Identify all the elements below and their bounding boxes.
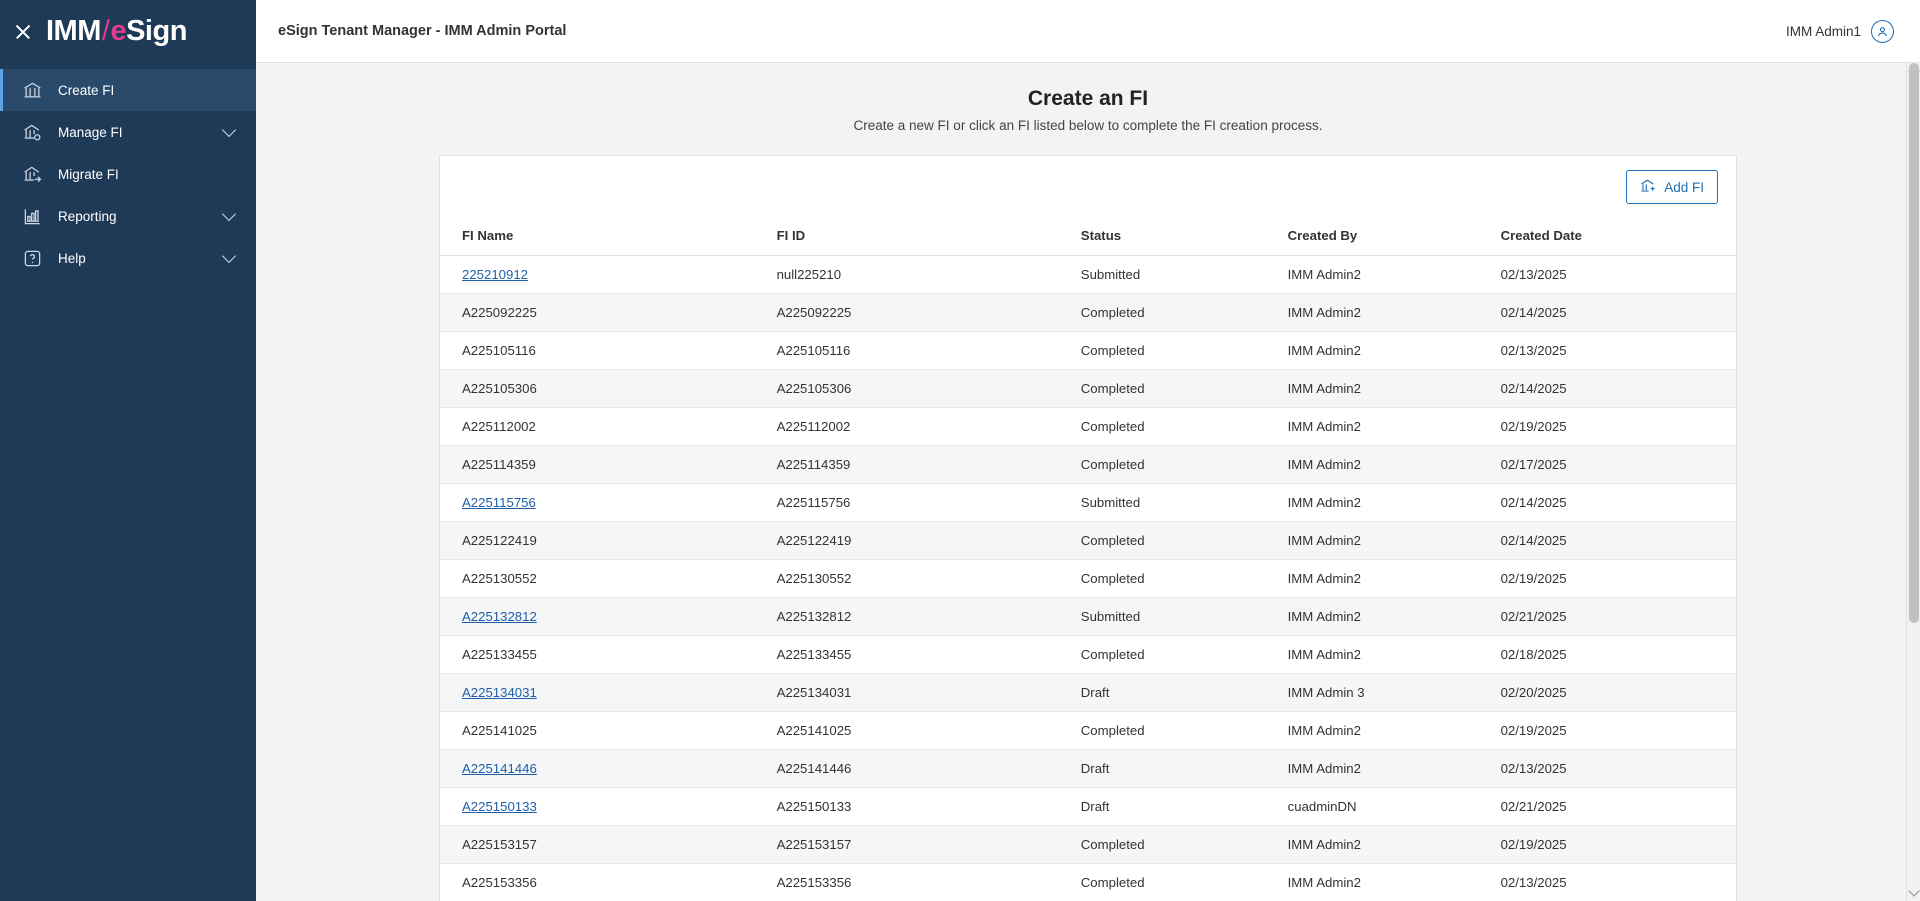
logo-imm-text: IMM [46,15,101,47]
table-row [440,826,1736,864]
column-header-status[interactable]: Status [1073,218,1280,256]
cell-fi-id: A225130552 [769,560,1073,598]
cell-created-by: IMM Admin2 [1280,750,1493,788]
cell-fi-id: A225141446 [769,750,1073,788]
cell-created-date: 02/13/2025 [1493,332,1736,370]
cell-fi-name: A225112002 [440,408,769,446]
imm-esign-logo [46,15,187,48]
cell-created-date: 02/18/2025 [1493,636,1736,674]
page-subtitle: Create a new FI or click an FI listed below to complete the FI creation process. [853,118,1323,133]
sidebar-item-help[interactable] [0,237,256,279]
cell-fi-name: A225114359 [440,446,769,484]
cell-created-date: 02/13/2025 [1493,750,1736,788]
bank-plus-icon [1640,178,1656,197]
scrollbar-thumb[interactable] [1909,63,1919,623]
table-row [440,446,1736,484]
cell-created-by: IMM Admin2 [1280,408,1493,446]
cell-fi-id: A225134031 [769,674,1073,712]
sidebar-item-label: Reporting [58,208,117,224]
cell-created-by: IMM Admin2 [1280,370,1493,408]
cell-fi-name: A225105116 [440,332,769,370]
cell-fi-id: A225122419 [769,522,1073,560]
sidebar-item-manage-fi[interactable] [0,111,256,153]
cell-created-date: 02/19/2025 [1493,826,1736,864]
cell-created-date: 02/19/2025 [1493,408,1736,446]
sidebar-item-label: Manage FI [58,124,123,140]
cell-status: Submitted [1073,598,1280,636]
cell-fi-name: A225122419 [440,522,769,560]
fi-list-card [439,155,1737,901]
cell-created-by: IMM Admin2 [1280,484,1493,522]
table-row [440,294,1736,332]
cell-fi-id: A225150133 [769,788,1073,826]
cell-created-by: IMM Admin2 [1280,522,1493,560]
cell-created-date: 02/14/2025 [1493,484,1736,522]
chevron-down-icon[interactable] [222,123,236,137]
cell-created-date: 02/13/2025 [1493,864,1736,901]
table-row [440,332,1736,370]
cell-status: Submitted [1073,256,1280,294]
column-header-fi-name[interactable]: FI Name [440,218,769,256]
user-name-label: IMM Admin1 [1785,23,1861,39]
cell-fi-name [440,256,769,294]
table-row [440,598,1736,636]
cell-created-date: 02/13/2025 [1493,256,1736,294]
cell-status: Completed [1073,522,1280,560]
vertical-scrollbar[interactable] [1906,63,1920,901]
cell-fi-id: null225210 [769,256,1073,294]
sidebar-item-label: Migrate FI [58,166,119,182]
sidebar-item-label: Create FI [58,82,115,98]
sidebar-item-migrate-fi[interactable] [0,153,256,195]
cell-fi-id: A225133455 [769,636,1073,674]
cell-created-by: IMM Admin2 [1280,864,1493,901]
cell-created-date: 02/14/2025 [1493,522,1736,560]
cell-status: Draft [1073,674,1280,712]
column-header-fi-id[interactable]: FI ID [769,218,1073,256]
table-row [440,370,1736,408]
cell-created-by: IMM Admin2 [1280,332,1493,370]
cell-fi-name: A225105306 [440,370,769,408]
cell-created-date: 02/19/2025 [1493,712,1736,750]
cell-created-date: 02/14/2025 [1493,370,1736,408]
column-header-created-date[interactable]: Created Date [1493,218,1736,256]
cell-fi-id: A225114359 [769,446,1073,484]
cell-fi-name: A225153157 [440,826,769,864]
cell-fi-id: A225105306 [769,370,1073,408]
sidebar-nav [0,69,256,279]
cell-status: Draft [1073,788,1280,826]
table-row [440,750,1736,788]
table-row [440,674,1736,712]
column-header-created-by[interactable]: Created By [1280,218,1493,256]
cell-fi-id: A225092225 [769,294,1073,332]
cell-status: Completed [1073,560,1280,598]
page-title: Create an FI [1027,87,1149,110]
help-circle-icon [22,248,42,268]
cell-fi-name [440,750,769,788]
cell-fi-name [440,598,769,636]
user-circle-icon[interactable] [1871,20,1894,43]
scroll-down-icon[interactable] [1908,885,1919,896]
cell-created-by: IMM Admin2 [1280,598,1493,636]
cell-created-by: IMM Admin2 [1280,712,1493,750]
cell-fi-name [440,788,769,826]
cell-created-by: IMM Admin 3 [1280,674,1493,712]
cell-status: Completed [1073,408,1280,446]
fi-name-link[interactable]: A225141446 [462,761,537,776]
sidebar-item-label: Help [58,250,86,266]
bar-chart-icon [22,206,42,226]
cell-created-by: IMM Admin2 [1280,256,1493,294]
bank-gear-icon [22,122,42,142]
cell-fi-id: A225153157 [769,826,1073,864]
cell-fi-id: A225153356 [769,864,1073,901]
cell-status: Completed [1073,636,1280,674]
logo-e-text: e [110,15,127,47]
chevron-down-icon[interactable] [222,249,236,263]
cell-status: Completed [1073,712,1280,750]
logo-sign-text: Sign [126,15,187,47]
fi-name-link[interactable]: A225150133 [462,799,537,814]
sidebar-item-reporting[interactable] [0,195,256,237]
cell-fi-id: A225141025 [769,712,1073,750]
cell-created-by: cuadminDN [1280,788,1493,826]
table-row [440,560,1736,598]
chevron-down-icon[interactable] [222,207,236,221]
fi-name-link[interactable]: A225115756 [462,495,536,510]
cell-status: Completed [1073,370,1280,408]
cell-created-by: IMM Admin2 [1280,560,1493,598]
top-bar [256,0,1920,63]
cell-created-by: IMM Admin2 [1280,446,1493,484]
cell-fi-name: A225133455 [440,636,769,674]
cell-created-date: 02/20/2025 [1493,674,1736,712]
logo-slash: / [101,15,110,47]
bank-arrow-icon [22,164,42,184]
cell-status: Completed [1073,864,1280,901]
cell-created-date: 02/14/2025 [1493,294,1736,332]
fi-table-body [440,256,1736,901]
cell-created-by: IMM Admin2 [1280,636,1493,674]
fi-table [440,218,1736,901]
table-row [440,788,1736,826]
cell-created-date: 02/17/2025 [1493,446,1736,484]
cell-fi-name: A225092225 [440,294,769,332]
cell-fi-id: A225132812 [769,598,1073,636]
cell-created-date: 02/21/2025 [1493,788,1736,826]
cell-fi-name: A225153356 [440,864,769,901]
bank-icon [22,80,42,100]
cell-created-date: 02/19/2025 [1493,560,1736,598]
cell-fi-name [440,674,769,712]
fi-table-head [440,218,1736,256]
sidebar-header [0,0,256,63]
table-row [440,636,1736,674]
cell-created-by: IMM Admin2 [1280,826,1493,864]
cell-fi-id: A225115756 [769,484,1073,522]
page-header-title: eSign Tenant Manager - IMM Admin Portal [278,23,567,39]
cell-created-date: 02/21/2025 [1493,598,1736,636]
card-toolbar [440,156,1736,218]
fi-name-link[interactable]: 225210912 [462,267,529,282]
cell-fi-id: A225112002 [769,408,1073,446]
table-row [440,408,1736,446]
table-row [440,522,1736,560]
content-area [256,63,1920,901]
cell-fi-name: A225141025 [440,712,769,750]
fi-name-link[interactable]: A225132812 [462,609,537,624]
table-row [440,256,1736,294]
table-row [440,484,1736,522]
table-header-row [440,218,1736,256]
cell-created-by: IMM Admin2 [1280,294,1493,332]
table-row [440,712,1736,750]
sidebar [0,0,256,901]
cell-status: Completed [1073,826,1280,864]
table-row [440,864,1736,901]
fi-name-link[interactable]: A225134031 [462,685,537,700]
main-area [256,0,1920,901]
cell-status: Completed [1073,294,1280,332]
cell-status: Completed [1073,332,1280,370]
close-icon[interactable] [14,23,32,41]
cell-status: Submitted [1073,484,1280,522]
cell-fi-id: A225105116 [769,332,1073,370]
sidebar-item-create-fi[interactable] [0,69,256,111]
cell-status: Completed [1073,446,1280,484]
cell-fi-name [440,484,769,522]
cell-status: Draft [1073,750,1280,788]
add-fi-button[interactable] [1626,170,1718,204]
top-bar-user-area [1786,20,1894,43]
add-fi-button-label: Add FI [1664,179,1704,195]
cell-fi-name: A225130552 [440,560,769,598]
